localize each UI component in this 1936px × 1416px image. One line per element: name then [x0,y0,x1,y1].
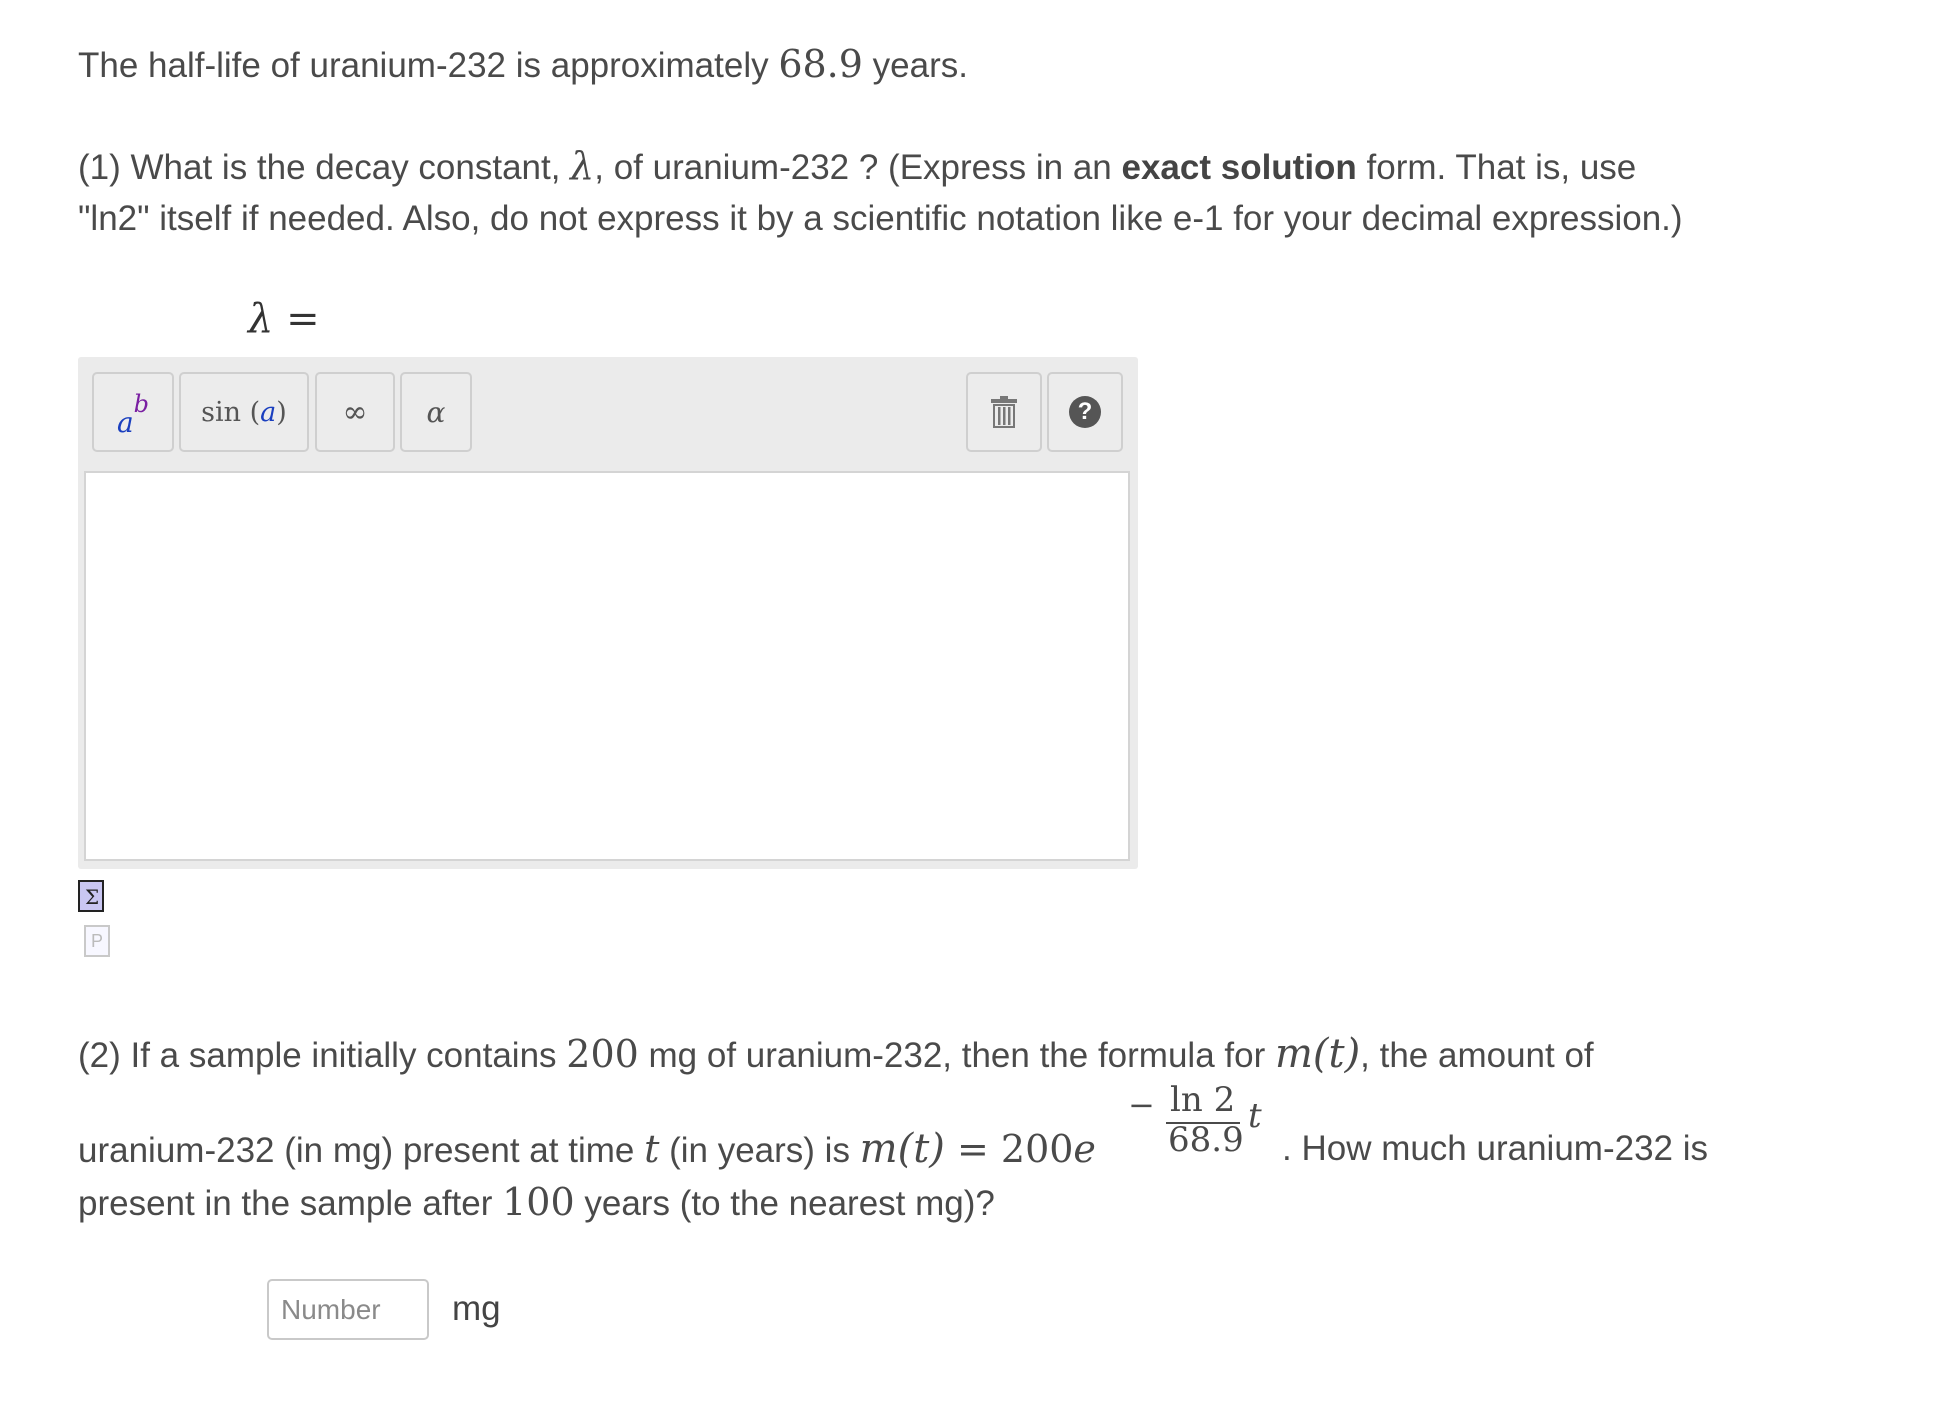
q2-line1-c: , the amount of [1360,1036,1594,1075]
exponent-t: t [1248,1096,1262,1136]
alpha-button[interactable] [400,372,472,452]
equation-editor [78,357,1138,869]
sin-argument: a [260,396,277,428]
q2-line1 [78,1028,1594,1082]
m-of-t: m(t) [1274,1031,1361,1077]
formula-exponent [1128,1080,1278,1160]
equals-200: = 200 [944,1127,1074,1171]
exponent-minus: − [1128,1086,1155,1124]
intro-text-after: years. [862,46,968,85]
q2-line3 [78,1176,995,1230]
m-of-t-formula: m(t) [859,1126,945,1172]
q1-part3: form. That is, use [1356,148,1637,187]
intro-text [78,38,968,92]
help-button[interactable] [1047,372,1123,452]
q1-line2: "ln2" itself if needed. Also, do not express it by a scientific notation like e-1 for your decimal expression.) [78,199,1683,238]
q2-line2-a: uranium-232 (in mg) present at time [78,1131,645,1170]
q1-line1 [78,140,1636,194]
trash-icon [989,395,1019,429]
unit-label: mg [452,1289,501,1328]
years-value: 100 [502,1180,575,1224]
power-button[interactable] [92,372,174,452]
q1-bold-text: exact solution [1121,148,1357,187]
q1-part1: (1) What is the decay constant, [78,148,571,187]
alpha-symbol: α [426,395,446,429]
clear-button[interactable] [966,372,1042,452]
e-base: e [1073,1127,1096,1171]
half-life-value: 68.9 [778,42,863,86]
lambda-symbol: λ [570,144,595,188]
math-input-area[interactable] [84,471,1130,861]
help-icon: ? [1069,396,1101,428]
intro-text-before: The half-life of uranium-232 is approximately [78,46,779,85]
infinity-symbol: ∞ [342,394,368,430]
exponent-numerator: ln 2 [1170,1080,1236,1120]
answer-number-input[interactable] [267,1279,429,1340]
preview-glyph: P [91,931,104,951]
exponent-denominator: 68.9 [1168,1120,1244,1160]
sigma-glyph: Σ [85,885,100,909]
q2-line1-b: mg of uranium-232, then the formula for [638,1036,1275,1075]
q2-line3-a: present in the sample after [78,1184,503,1223]
q1-part2: , of uranium-232 ? (Express in an [594,148,1122,187]
preview-icon[interactable] [84,925,110,957]
power-exponent: b [133,390,150,418]
sigma-icon[interactable] [78,880,104,912]
power-base: a [116,405,134,439]
sin-button[interactable] [179,372,309,452]
t-variable: t [644,1127,660,1171]
initial-amount: 200 [566,1032,639,1076]
q2-line2 [78,1123,1096,1177]
q2-line1-a: (2) If a sample initially contains [78,1036,567,1075]
lambda-answer-label: λ = [248,296,320,342]
q2-line2-b: (in years) is [659,1131,860,1170]
sin-label: sin ( [201,396,261,428]
sin-close-paren: ) [276,396,287,428]
infinity-button[interactable] [315,372,395,452]
q2-line3-b: years (to the nearest mg)? [574,1184,995,1223]
q2-line2-end: . How much uranium-232 is [1282,1129,1708,1168]
